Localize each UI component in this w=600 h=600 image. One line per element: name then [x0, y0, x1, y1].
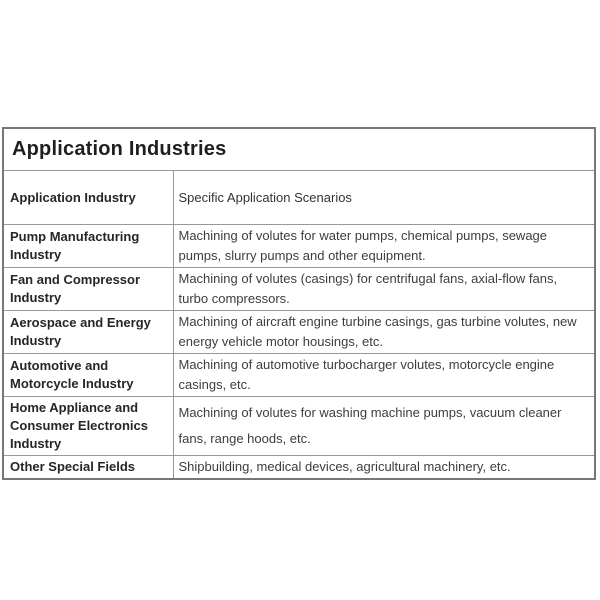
table-row [3, 224, 595, 267]
industry-cell: Pump Manufacturing Industry [3, 224, 173, 267]
scenarios-cell: Shipbuilding, medical devices, agricultural machinery, etc. [173, 455, 595, 479]
industry-cell: Other Special Fields [3, 455, 173, 479]
table-title-row [3, 128, 595, 170]
table-row [3, 353, 595, 396]
industry-cell: Fan and Compressor Industry [3, 267, 173, 310]
scenarios-cell: Machining of volutes (casings) for centrifugal fans, axial-flow fans, turbo compressors. [173, 267, 595, 310]
scenarios-cell: Machining of volutes for water pumps, chemical pumps, sewage pumps, slurry pumps and other equipment. [173, 224, 595, 267]
scenarios-cell: Machining of aircraft engine turbine casings, gas turbine volutes, new energy vehicle motor housings, etc. [173, 310, 595, 353]
industry-cell: Home Appliance and Consumer Electronics Industry [3, 396, 173, 455]
table-title: Application Industries [3, 128, 595, 170]
application-industries-table [2, 127, 596, 480]
table-row [3, 267, 595, 310]
industry-cell: Automotive and Motorcycle Industry [3, 353, 173, 396]
column-header-scenarios: Specific Application Scenarios [173, 170, 595, 224]
table-row [3, 310, 595, 353]
industry-cell: Aerospace and Energy Industry [3, 310, 173, 353]
application-industries-panel [2, 127, 596, 480]
table-row [3, 455, 595, 479]
table-header-row [3, 170, 595, 224]
column-header-industry: Application Industry [3, 170, 173, 224]
table-row [3, 396, 595, 455]
scenarios-cell: Machining of automotive turbocharger volutes, motorcycle engine casings, etc. [173, 353, 595, 396]
scenarios-cell: Machining of volutes for washing machine pumps, vacuum cleaner fans, range hoods, etc. [173, 396, 595, 455]
